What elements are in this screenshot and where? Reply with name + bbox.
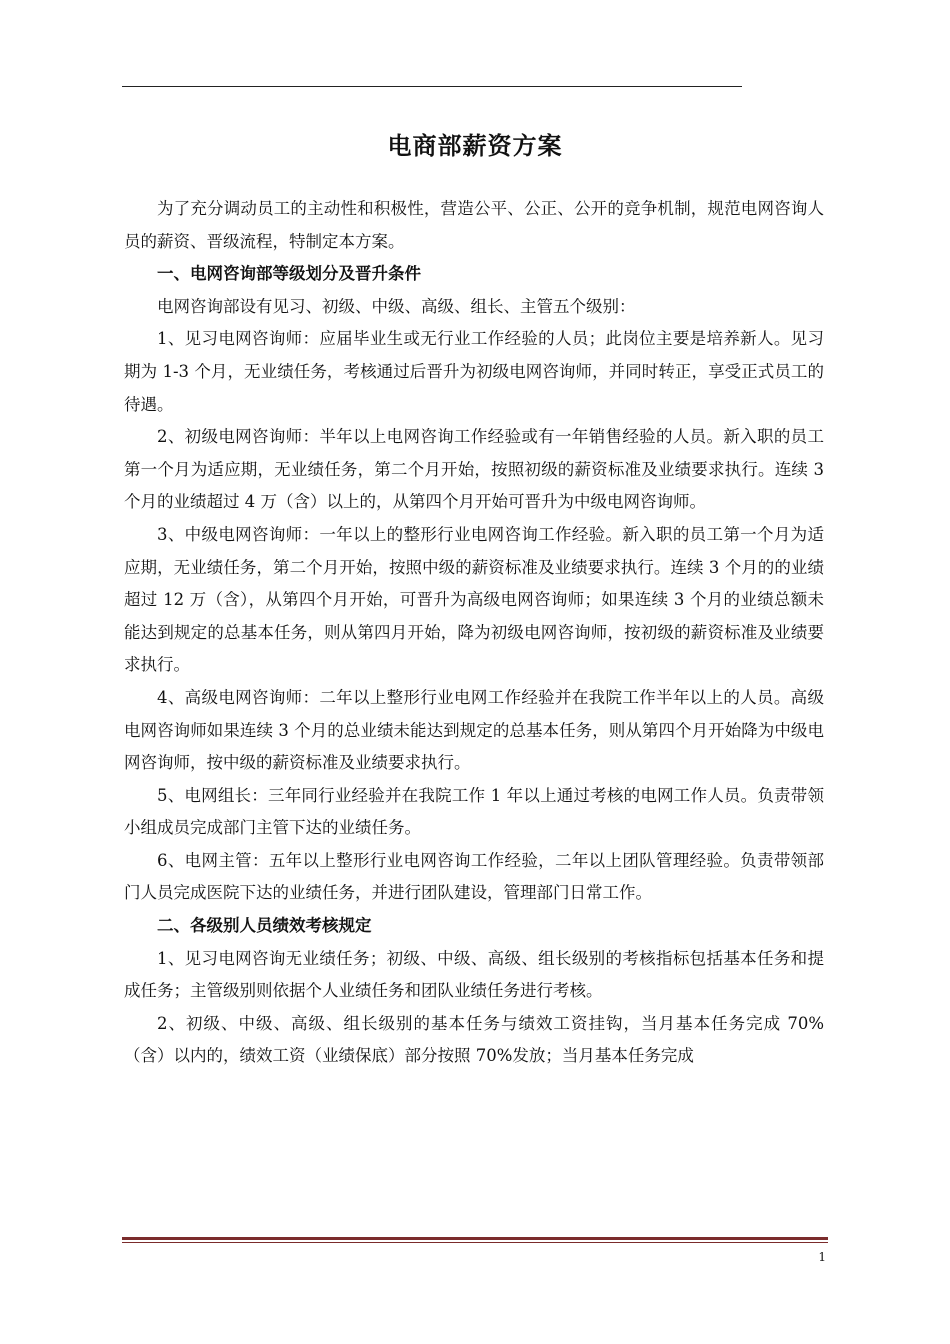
section-heading-1: 一、电网咨询部等级划分及晋升条件 [157, 264, 421, 284]
section-1-item: 5、电网组长：三年同行业经验并在我院工作 1 年以上通过考核的电网工作人员。负责带领小组成员完成部门主管下达的业绩任务。 [124, 785, 824, 838]
intro-paragraph: 为了充分调动员工的主动性和积极性，营造公平、公正、公开的竞争机制，规范电网咨询人员的薪资、晋级流程，特制定本方案。 [124, 199, 824, 251]
section-1-item: 6、电网主管：五年以上整形行业电网咨询工作经验，二年以上团队管理经验。负责带领部门人员完成医院下达的业绩任务，并进行团队建设，管理部门日常工作。 [124, 850, 824, 903]
section-1-item: 2、初级电网咨询师：半年以上电网咨询工作经验或有一年销售经验的人员。新入职的员工第一个月为适应期，无业绩任务，第二个月开始，按照初级的薪资标准及业绩要求执行。连续 3 个月的业绩超过 4 万（含）以上的，从第四个月开始可晋升为中级电网咨询师。 [124, 427, 824, 512]
footer-rule-thin [122, 1242, 828, 1243]
section-1-item: 3、中级电网咨询师：一年以上的整形行业电网咨询工作经验。新入职的员工第一个月为适应期，无业绩任务，第二个月开始，按照中级的薪资标准及业绩要求执行。连续 3 个月的的业绩超过 12 万（含），从第四个月开始，可晋升为高级电网咨询师；如果连续 3 个月的业绩总额未能达到规定的总基本任务，则从第四月开始，降为初级电网咨询师，按初级的薪资标准及业绩要求执行。 [124, 524, 824, 675]
section-1-item: 4、高级电网咨询师：二年以上整形行业电网工作经验并在我院工作半年以上的人员。高级电网咨询师如果连续 3 个月的总业绩未能达到规定的总基本任务，则从第四个月开始降为中级电网咨询师，按中级的薪资标准及业绩要求执行。 [124, 687, 824, 773]
page-number: 1 [818, 1250, 826, 1264]
section-2-item: 1、见习电网咨询无业绩任务；初级、中级、高级、组长级别的考核指标包括基本任务和提成任务；主管级别则依据个人业绩任务和团队业绩任务进行考核。 [124, 948, 824, 1001]
document-title: 电商部薪资方案 [387, 131, 563, 160]
document-body [124, 193, 824, 1073]
section-1-lead: 电网咨询部设有见习、初级、中级、高级、组长、主管五个级别： [157, 296, 636, 316]
footer-rule-thick [122, 1237, 828, 1240]
section-1-item: 1、见习电网咨询师：应届毕业生或无行业工作经验的人员；此岗位主要是培养新人。见习期为 1-3 个月，无业绩任务，考核通过后晋升为初级电网咨询师，并同时转正，享受正式员工的待遇。 [124, 329, 824, 414]
header-rule [122, 86, 742, 87]
section-2-item: 2、初级、中级、高级、组长级别的基本任务与绩效工资挂钩，当月基本任务完成 70%（含）以内的，绩效工资（业绩保底）部分按照 70%发放；当月基本任务完成 [124, 1013, 824, 1066]
section-heading-2: 二、各级别人员绩效考核规定 [157, 916, 372, 936]
